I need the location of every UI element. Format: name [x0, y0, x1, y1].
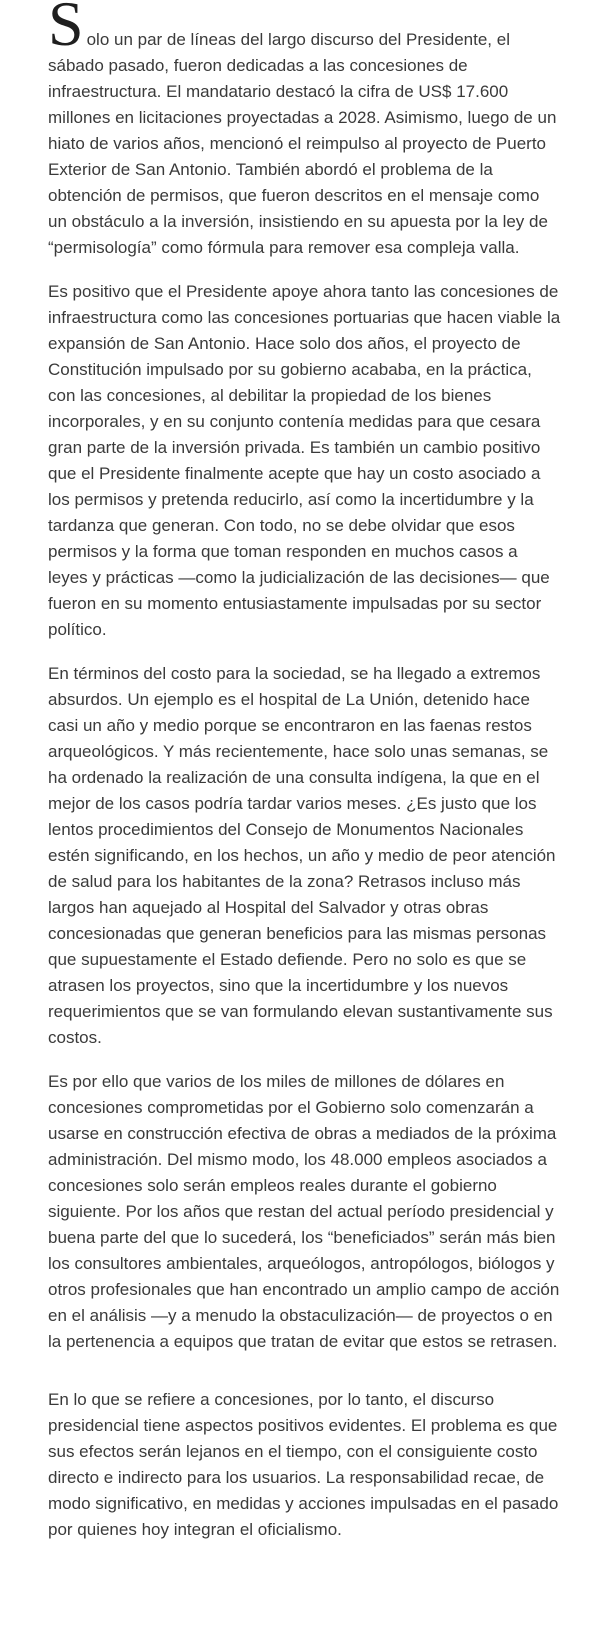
article-paragraph-1	[48, 0, 562, 261]
article-paragraph-2: Es positivo que el Presidente apoye ahora tanto las concesiones de infraestructura como las concesiones portuarias que hacen viable la expansión de San Antonio. Hace solo dos años, el proyecto de Constitución impulsado por su gobierno acababa, en la práctica, con las concesiones, al debilitar la propiedad de los bienes incorporales, y en su conjunto contenía medidas para que cesara gran parte de la inversión privada. Es también un cambio positivo que el Presidente finalmente acepte que hay un costo asociado a los permisos y pretenda reducirlo, así como la incertidumbre y la tardanza que generan. Con todo, no se debe olvidar que esos permisos y la forma que toman responden en muchos casos a leyes y prácticas —como la judicialización de las decisiones— que fueron en su momento entusiastamente impulsadas por su sector político.	[48, 282, 561, 639]
article-paragraph-4: Es por ello que varios de los miles de millones de dólares en concesiones comprometidas por el Gobierno solo comenzarán a usarse en construcción efectiva de obras a mediados de la próxima administración. Del mismo modo, los 48.000 empleos asociados a concesiones solo serán empleos reales durante el gobierno siguiente. Por los años que restan del actual período presidencial y buena parte del que lo sucederá, los “beneficiados” serán más bien los consultores ambientales, arqueólogos, antropólogos, biólogos y otros profesionales que han encontrado un amplio campo de acción en el análisis —y a menudo la obstaculización— de proyectos o en la pertenencia a equipos que tratan de evitar que estos se retrasen.	[48, 1072, 560, 1351]
dropcap-letter: S	[48, 0, 84, 59]
article-paragraph-5: En lo que se refiere a concesiones, por lo tanto, el discurso presidencial tiene aspectos positivos evidentes. El problema es que sus efectos serán lejanos en el tiempo, con el consiguiente costo directo e indirecto para los usuarios. La responsabilidad recae, de modo significativo, en medidas y acciones impulsadas en el pasado por quienes hoy integran el oficialismo.	[48, 1390, 559, 1539]
editorial-article	[48, 0, 562, 1543]
paragraph-text: olo un par de líneas del largo discurso del Presidente, el sábado pasado, fueron dedicadas a las concesiones de infraestructura. El mandatario destacó la cifra de US$ 17.600 millones en licitaciones proyectadas a 2028. Asimismo, luego de un hiato de varios años, mencionó el reimpulso al proyecto de Puerto Exterior de San Antonio. También abordó el problema de la obtención de permisos, que fueron descritos en el mensaje como un obstáculo a la inversión, insistiendo en su apuesta por la ley de “permisología” como fórmula para remover esa compleja valla.	[48, 30, 557, 257]
article-paragraph-3: En términos del costo para la sociedad, se ha llegado a extremos absurdos. Un ejemplo es el hospital de La Unión, detenido hace casi un año y medio porque se encontraron en las faenas restos arqueológicos. Y más recientemente, hace solo unas semanas, se ha ordenado la realización de una consulta indígena, la que en el mejor de los casos podría tardar varios meses. ¿Es justo que los lentos procedimientos del Consejo de Monumentos Nacionales estén significando, en los hechos, un año y medio de peor atención de salud para los habitantes de la zona? Retrasos incluso más largos han aquejado al Hospital del Salvador y otras obras concesionadas que generan beneficios para las mismas personas que supuestamente el Estado defiende. Pero no solo es que se atrasen los proyectos, sino que la incertidumbre y los nuevos requerimientos que se van formulando elevan sustantivamente sus costos.	[48, 664, 556, 1047]
